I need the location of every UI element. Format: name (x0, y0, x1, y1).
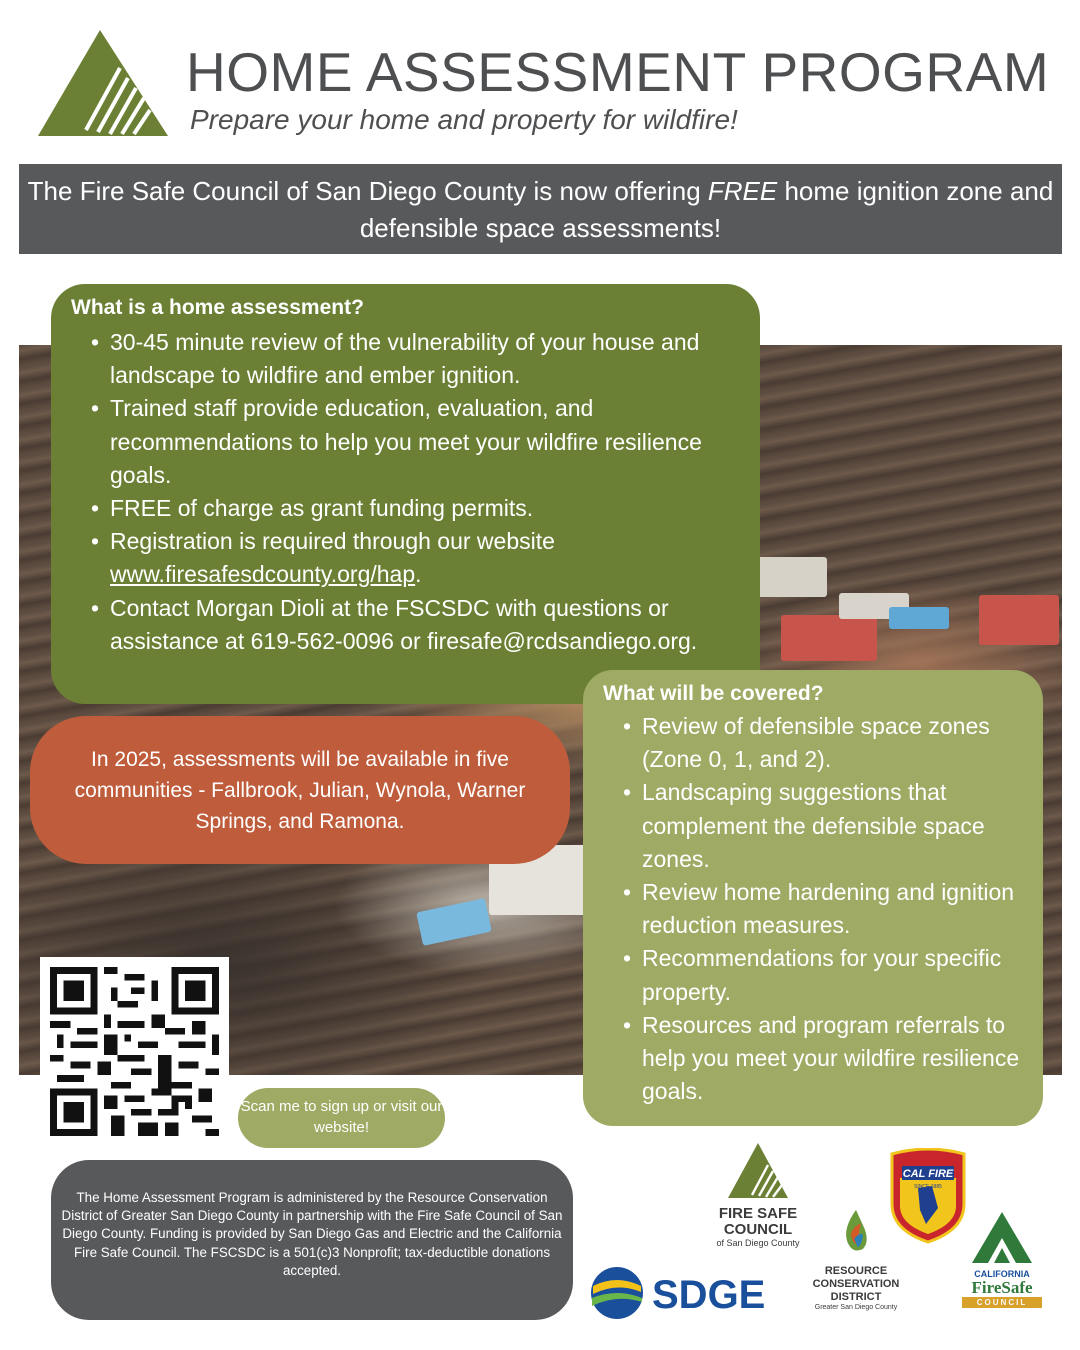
fsc-sub: of San Diego County (716, 1238, 800, 1248)
fsc-name: FIRE SAFE COUNCIL (718, 1205, 798, 1238)
page-subtitle: Prepare your home and property for wildfire! (190, 104, 738, 135)
communities-text: In 2025, assessments will be available in five communities - Fallbrook, Julian, Wynola, Warner Springs, and Ramona. (74, 748, 526, 833)
fire-safe-council-partner-logo (706, 1143, 810, 1248)
banner-text-after: home ignition zone and defensible space assessments! (359, 176, 1054, 243)
list-item: • Landscaping suggestions that complement the defensible space zones. (623, 776, 1025, 876)
rcd-sub: Greater San Diego County (814, 1304, 898, 1311)
green-mountain-icon (972, 1212, 1032, 1264)
list-item: • Review home hardening and ignition reduction measures. (623, 876, 1025, 942)
rcd-name: RESOURCE CONSERVATION DISTRICT (812, 1265, 900, 1303)
list-item (91, 525, 740, 591)
registration-text: Registration is required through our website (110, 528, 555, 555)
what-is-heading: What is a home assessment? (71, 296, 364, 319)
list-item: • Review of defensible space zones (Zone 0, 1, and 2). (623, 710, 1025, 776)
calfire-text: CAL FIRE (902, 1168, 954, 1180)
qr-code-pattern (50, 967, 219, 1136)
cfsc-top: CALIFORNIA (974, 1269, 1030, 1279)
list-item: • Resources and program referrals to help you meet your wildfire resilience goals. (623, 1009, 1025, 1109)
covered-box (583, 670, 1043, 1126)
covered-heading: What will be covered? (603, 682, 824, 705)
page-title: HOME ASSESSMENT PROGRAM (186, 41, 1050, 103)
sdge-logo (590, 1264, 790, 1322)
cfsc-bottom: COUNCIL (962, 1297, 1042, 1308)
banner-text-before: The Fire Safe Council of San Diego County is now offering (27, 176, 708, 206)
california-fire-safe-council-logo (962, 1212, 1042, 1308)
house-roof (781, 615, 877, 661)
house-roof (979, 595, 1059, 645)
program-note (51, 1160, 573, 1320)
cfsc-mid: FireSafe (971, 1278, 1033, 1297)
what-is-list (71, 326, 740, 658)
sdge-text: SDGE (652, 1273, 766, 1317)
what-is-box (51, 284, 760, 704)
scan-label (238, 1088, 445, 1148)
list-item: • Contact Morgan Dioli at the FSCSDC with questions or assistance at 619-562-0096 or firesafe@rcdsandiego.org. (91, 592, 740, 658)
rcd-logo (804, 1206, 908, 1311)
note-text: The Home Assessment Program is administered by the Resource Conservation District of Greater San Diego County in partnership with the Fire Safe Council of San Diego County. Funding is provided by San Diego Gas and Electric and the California Fire Safe Council. The FSCSDC is a 501(c)3 Nonprofit; tax-deductible donations accepted. (61, 1190, 563, 1278)
leaf-drop-icon (839, 1206, 873, 1258)
website-link[interactable]: www.firesafesdcounty.org/hap (110, 561, 416, 588)
scan-text: Scan me to sign up or visit our website! (240, 1098, 443, 1136)
list-item: • Trained staff provide education, evaluation, and recommendations to help you meet your wildfire resilience goals. (91, 392, 740, 492)
mountain-icon (728, 1143, 788, 1199)
list-item: • 30-45 minute review of the vulnerability of your house and landscape to wildfire and ember ignition. (91, 326, 740, 392)
offer-banner (19, 164, 1062, 254)
pool (889, 607, 949, 629)
pool (416, 898, 492, 946)
covered-list (603, 710, 1025, 1108)
fire-safe-council-logo (38, 30, 168, 138)
banner-emphasis: FREE (707, 176, 778, 206)
qr-code[interactable] (40, 957, 229, 1146)
link-suffix: . (415, 561, 422, 588)
list-item: • Recommendations for your specific property. (623, 942, 1025, 1008)
calfire-since: SINCE 1885 (914, 1184, 942, 1190)
communities-box (30, 716, 570, 864)
house-roof (757, 557, 827, 597)
list-item: • FREE of charge as grant funding permits. (91, 492, 740, 525)
